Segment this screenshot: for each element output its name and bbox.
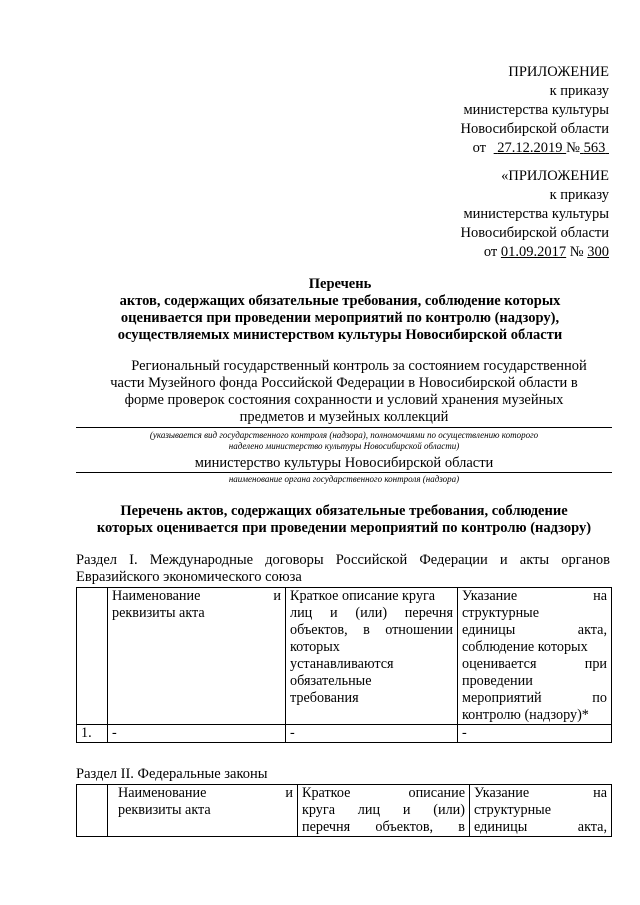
row-description: -: [286, 725, 458, 743]
header-structural-units: Указание на структурные единицы акта,: [470, 785, 612, 837]
prev-appendix-ministry: министерства культуры: [463, 206, 609, 222]
appendix-to-order: к приказу: [549, 83, 609, 99]
appendix-from: от: [472, 140, 487, 156]
organ-hint: наименование органа государственного контроля (надзора): [228, 474, 460, 484]
header-num-cell: [77, 785, 108, 837]
table-row: [77, 725, 612, 743]
appendix-num-sign: №: [566, 140, 580, 156]
prev-appendix-to-order: к приказу: [549, 187, 609, 203]
control-type: [76, 358, 612, 426]
appendix-ministry: министерства культуры: [463, 102, 609, 118]
table-header-row: [77, 785, 612, 837]
table-header-row: [77, 588, 612, 725]
control-line-1: Региональный государственный контроль за состоянием государственной: [131, 358, 587, 374]
section-2-table: [76, 784, 612, 837]
appendix-date: 27.12.2019: [497, 140, 563, 156]
prev-appendix-date: 01.09.2017: [500, 244, 567, 260]
appendix-previous: [460, 167, 609, 262]
header-structural-units: Указание на структурные единицы акта, соблюдение которых оценивается при проведении мероприятий по контролю (надзору)*: [458, 588, 612, 725]
control-hint-line-1: (указывается вид государственного контроля (надзора), полномочиями по осуществлению которого: [149, 430, 539, 440]
control-line-4: предметов и музейных коллекций: [239, 409, 449, 425]
header-act-name: Наименование и реквизиты акта: [108, 785, 298, 837]
appendix-title: ПРИЛОЖЕНИЕ: [508, 64, 609, 80]
heading-line-2: актов, содержащих обязательные требования, соблюдение которых: [119, 293, 561, 309]
section-1-title-line-1: Раздел I. Международные договоры Российской Федерации и акты органов: [76, 552, 610, 568]
heading-line-3: оценивается при проведении мероприятий по контролю (надзору),: [120, 310, 560, 326]
heading-line-4: осуществляемых министерством культуры Новосибирской области: [117, 327, 563, 343]
row-act-name: -: [108, 725, 286, 743]
subheading-line-1: Перечень актов, содержащих обязательные требования, соблюдение: [120, 503, 568, 519]
prev-appendix-region: Новосибирской области: [460, 225, 609, 241]
control-line-3: форме проверок состояния сохранности и условий хранения музейных: [124, 392, 564, 408]
organ-underline: [76, 472, 612, 473]
section-2-title: Раздел II. Федеральные законы: [76, 766, 268, 782]
section-1-table: [76, 587, 612, 743]
row-structural-units: -: [458, 725, 612, 743]
appendix-date-line: [460, 139, 609, 158]
control-hint: [76, 430, 612, 452]
row-number: 1.: [77, 725, 108, 743]
prev-appendix-from: от: [483, 244, 498, 260]
header-act-name: Наименование и реквизиты акта: [108, 588, 286, 725]
appendix-number: 563: [583, 140, 606, 156]
prev-appendix-num-sign: №: [569, 244, 584, 260]
control-underline: [76, 427, 612, 428]
appendix-current: [460, 63, 609, 158]
subheading-line-2: которых оценивается при проведении мероприятий по контролю (надзору): [96, 520, 592, 536]
prev-appendix-title: «ПРИЛОЖЕНИЕ: [501, 168, 609, 184]
header-num-cell: [77, 588, 108, 725]
control-line-2: части Музейного фонда Российской Федерации в Новосибирской области в: [110, 375, 578, 391]
header-description: Краткое описание круга лиц и (или) перечня объектов, в отношении которых устанавливаются обязательные требования: [286, 588, 458, 725]
control-hint-line-2: наделено министерство культуры Новосибирской области): [228, 441, 460, 451]
section-1-title-line-2: Евразийского экономического союза: [76, 569, 302, 585]
section-1-title: [76, 552, 610, 586]
heading-line-1: Перечень: [308, 276, 372, 292]
document-heading: [70, 276, 610, 344]
header-description: Краткое описание круга лиц и (или) перечня объектов, в: [298, 785, 470, 837]
prev-appendix-date-line: [460, 243, 609, 262]
appendix-region: Новосибирской области: [460, 121, 609, 137]
subheading: [76, 503, 612, 537]
prev-appendix-number: 300: [587, 244, 609, 260]
control-organ: министерство культуры Новосибирской области: [194, 455, 494, 471]
